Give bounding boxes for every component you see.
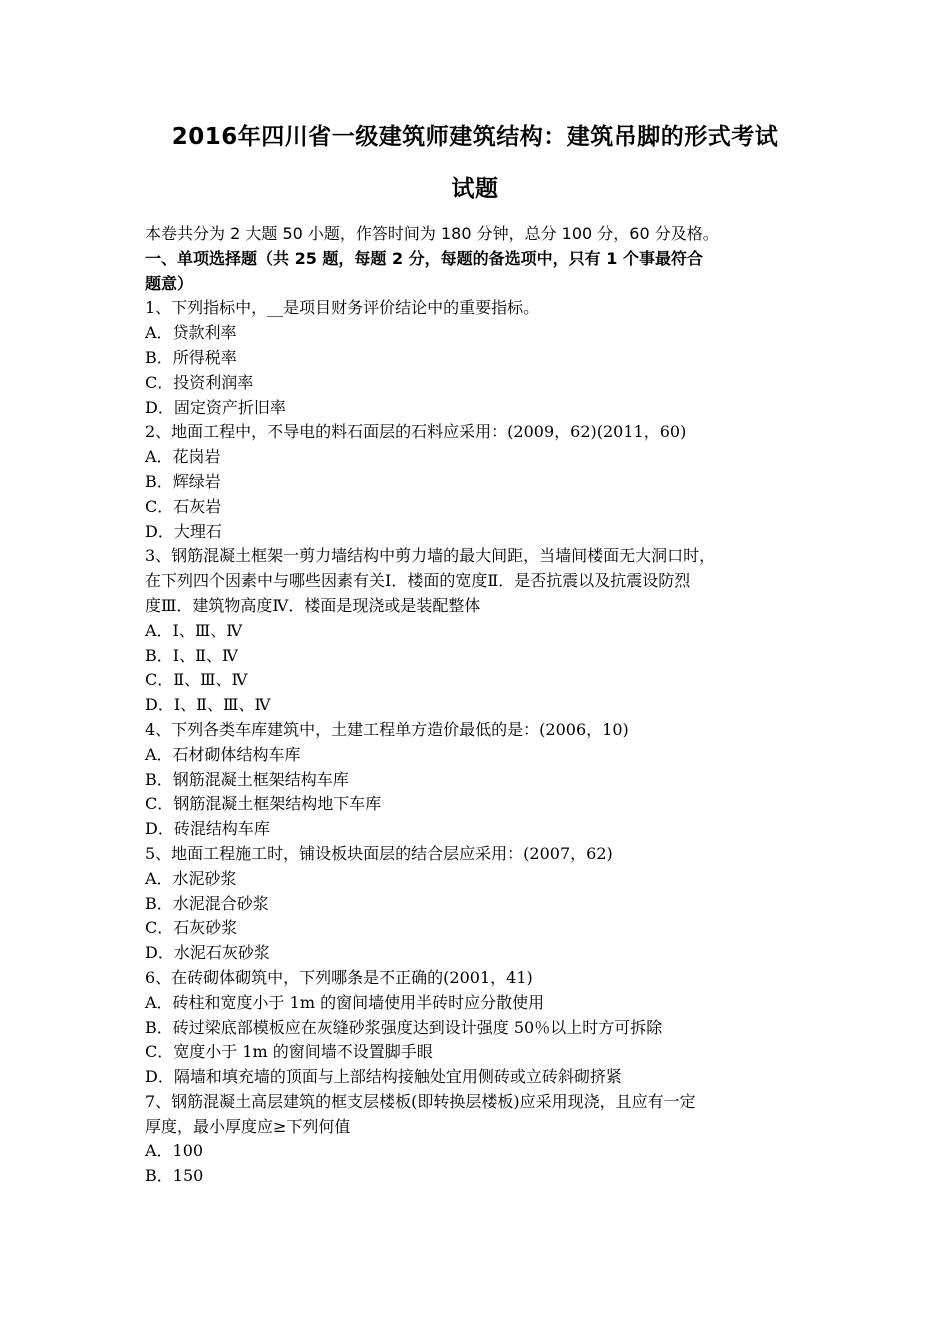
question-stem: 6、在砖砌体砌筑中，下列哪条是不正确的(2001，41) xyxy=(145,967,533,987)
question-5 xyxy=(145,842,810,966)
option-c: C．钢筋混凝土框架结构地下车库 xyxy=(145,794,382,814)
section-heading-line-1: 一、单项选择题（共 25 题，每题 2 分，每题的备选项中，只有 1 个事最符合 xyxy=(145,248,703,268)
option-a: A．石材砌体结构车库 xyxy=(145,744,301,764)
question-list xyxy=(145,296,810,1189)
question-4 xyxy=(145,718,810,842)
option-d: D．大理石 xyxy=(145,521,222,541)
option-a: A．花岗岩 xyxy=(145,447,221,467)
question-stem: 2、地面工程中，不导电的料石面层的石料应采用：(2009，62)(2011，60) xyxy=(145,422,687,442)
question-2 xyxy=(145,420,810,544)
question-3 xyxy=(145,544,810,718)
option-b: B．辉绿岩 xyxy=(145,471,221,491)
question-7 xyxy=(145,1090,810,1189)
option-a: A．Ⅰ、Ⅲ、Ⅳ xyxy=(145,620,243,640)
document-title-line-1: 2016年四川省一级建筑师建筑结构：建筑吊脚的形式考试 xyxy=(171,124,779,150)
exam-intro: 本卷共分为 2 大题 50 小题，作答时间为 180 分钟，总分 100 分，60 分及格。 xyxy=(145,224,719,243)
section-heading-line-2: 题意） xyxy=(145,273,194,293)
option-b: B．150 xyxy=(145,1166,204,1186)
question-stem-line-1: 7、钢筋混凝土高层建筑的框支层楼板(即转换层楼板)应采用现浇，且应有一定 xyxy=(145,1091,696,1111)
question-stem-line-3: 度Ⅲ．建筑物高度Ⅳ．楼面是现浇或是装配整体 xyxy=(145,595,481,615)
option-d: D．水泥石灰砂浆 xyxy=(145,943,270,963)
question-stem-line-2: 在下列四个因素中与哪些因素有关Ⅰ．楼面的宽度Ⅱ．是否抗震以及抗震设防烈 xyxy=(145,571,691,591)
question-stem: 1、下列指标中，__是项目财务评价结论中的重要指标。 xyxy=(145,298,540,318)
question-1 xyxy=(145,296,810,420)
question-stem: 5、地面工程施工时，铺设板块面层的结合层应采用：(2007，62) xyxy=(145,843,613,863)
option-d: D．固定资产折旧率 xyxy=(145,397,286,417)
option-c: C．石灰岩 xyxy=(145,496,222,516)
option-b: B．Ⅰ、Ⅱ、Ⅳ xyxy=(145,645,238,665)
option-b: B．所得税率 xyxy=(145,347,237,367)
question-stem-line-2: 厚度，最小厚度应≥下列何值 xyxy=(145,1116,351,1136)
option-c: C．宽度小于 1m 的窗间墙不设置脚手眼 xyxy=(145,1042,433,1062)
option-a: A．100 xyxy=(145,1141,204,1161)
option-c: C．石灰砂浆 xyxy=(145,918,238,938)
question-stem-line-1: 3、钢筋混凝土框架一剪力墙结构中剪力墙的最大间距，当墙间楼面无大洞口时， xyxy=(145,546,716,566)
option-d: D．Ⅰ、Ⅱ、Ⅲ、Ⅳ xyxy=(145,695,271,715)
option-d: D．隔墙和填充墙的顶面与上部结构接触处宜用侧砖或立砖斜砌挤紧 xyxy=(145,1067,622,1087)
option-d: D．砖混结构车库 xyxy=(145,819,270,839)
option-b: B．钢筋混凝土框架结构车库 xyxy=(145,769,349,789)
option-b: B．水泥混合砂浆 xyxy=(145,893,269,913)
option-c: C．投资利润率 xyxy=(145,372,254,392)
question-6 xyxy=(145,966,810,1090)
document-title-line-2: 试题 xyxy=(451,176,499,202)
document-body xyxy=(145,222,810,1189)
option-a: A．砖柱和宽度小于 1m 的窗间墙使用半砖时应分散使用 xyxy=(145,992,545,1012)
option-b: B．砖过梁底部模板应在灰缝砂浆强度达到设计强度 50％以上时方可拆除 xyxy=(145,1017,663,1037)
option-a: A．水泥砂浆 xyxy=(145,868,237,888)
option-c: C．Ⅱ、Ⅲ、Ⅳ xyxy=(145,670,248,690)
option-a: A．贷款利率 xyxy=(145,323,237,343)
question-stem: 4、下列各类车库建筑中，土建工程单方造价最低的是：(2006，10) xyxy=(145,719,629,739)
